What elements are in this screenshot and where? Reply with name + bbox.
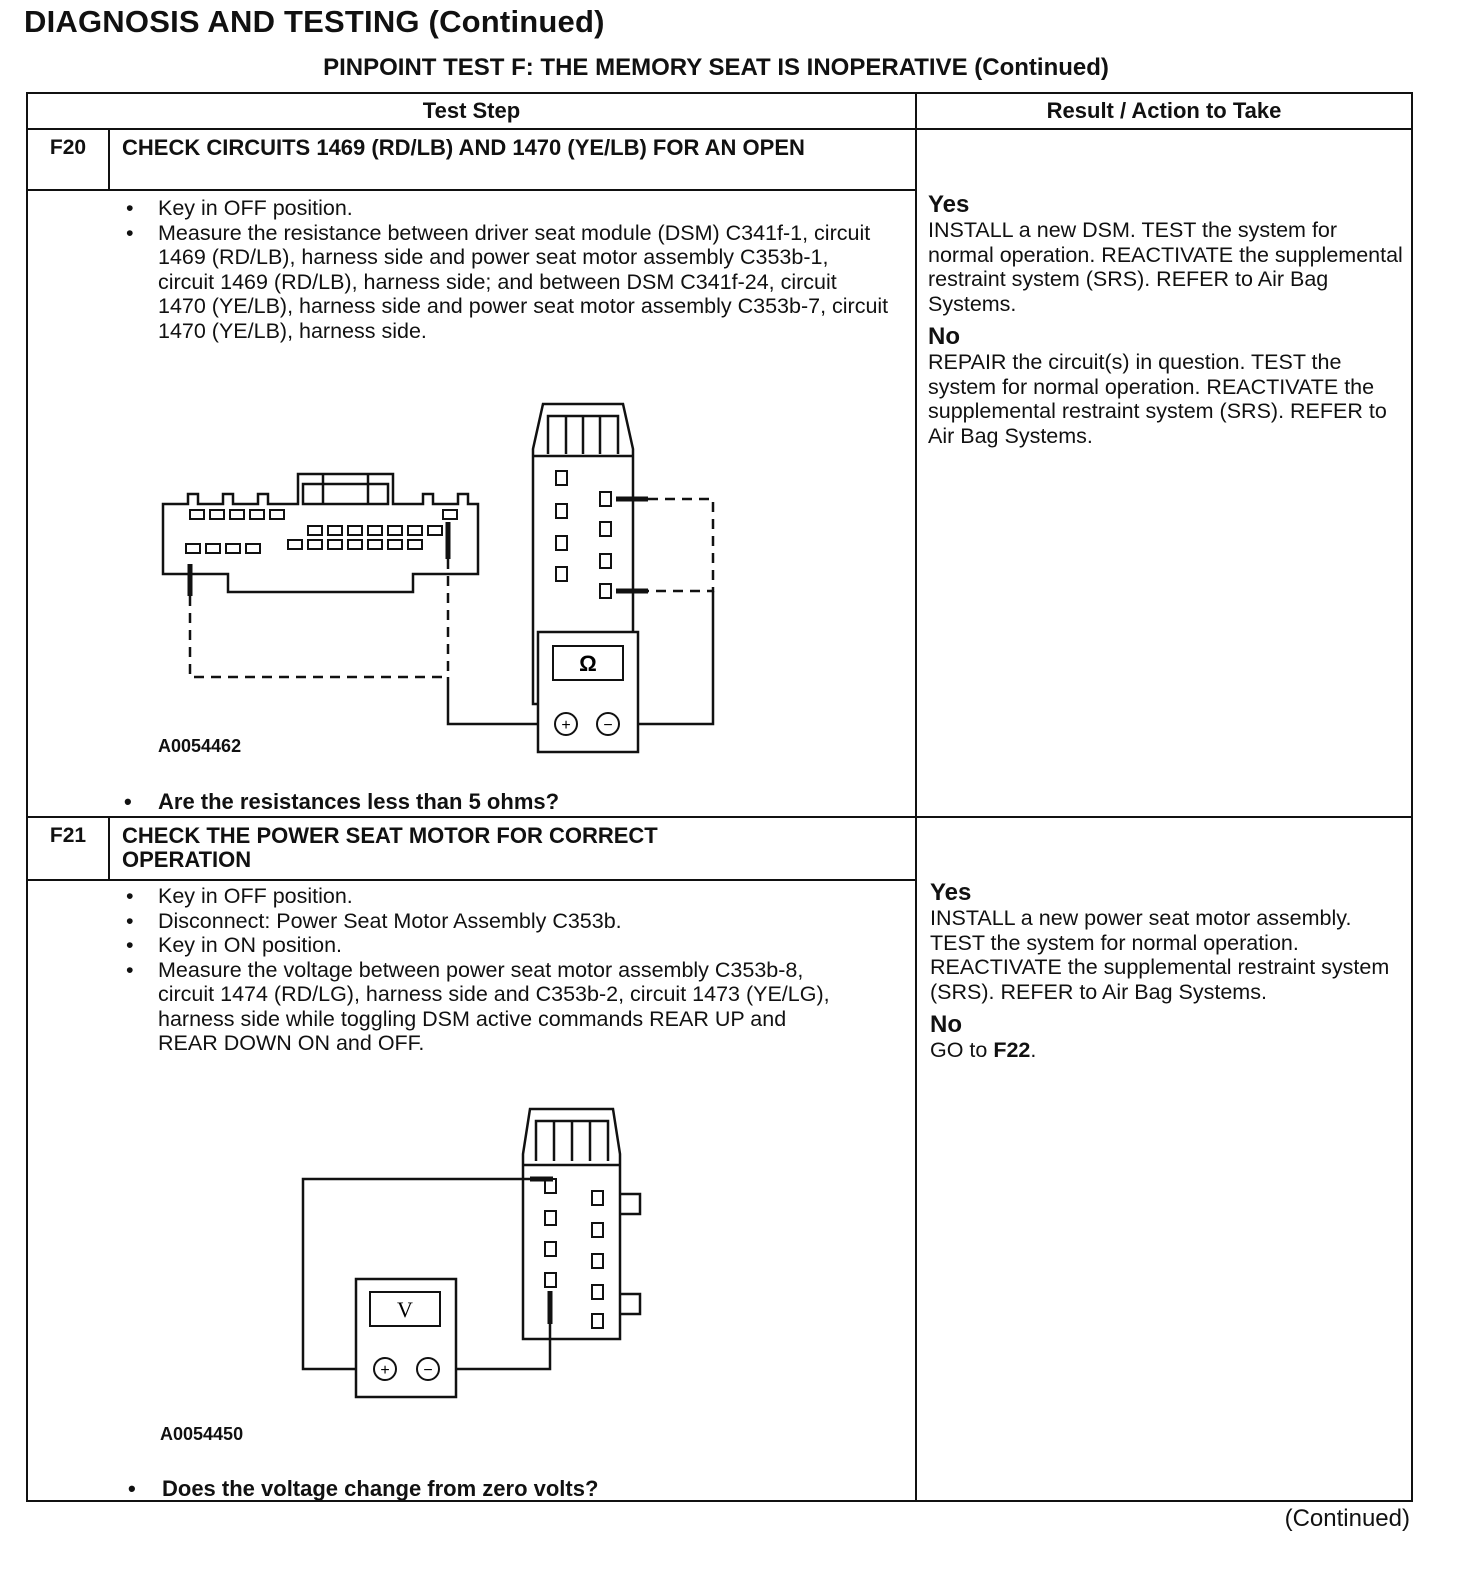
step-list-f20 bbox=[120, 196, 890, 343]
column-divider bbox=[915, 94, 917, 1500]
step-separator bbox=[28, 816, 1411, 818]
header-divider bbox=[28, 128, 1411, 130]
ohmmeter bbox=[538, 632, 638, 752]
result-f20 bbox=[928, 192, 1408, 456]
page-title: DIAGNOSIS AND TESTING (Continued) bbox=[24, 4, 605, 39]
voltage-test-diagram bbox=[268, 1099, 688, 1409]
no-action: REPAIR the circuit(s) in question. TEST the system for normal operation. REACTIVATE the supplemental restraint system (SRS). REFER to Air Bag Systems. bbox=[928, 350, 1387, 448]
motor-connector-c353b bbox=[523, 1109, 640, 1339]
step-title-f21: CHECK THE POWER SEAT MOTOR FOR CORRECT OPERATION bbox=[122, 823, 658, 872]
no-action-prefix: GO to bbox=[930, 1038, 994, 1062]
plus-terminal: + bbox=[561, 717, 571, 734]
dsm-latch bbox=[303, 484, 388, 504]
goto-step-link: F22 bbox=[993, 1038, 1031, 1062]
yes-label: Yes bbox=[930, 879, 972, 906]
dsm-connector-body bbox=[163, 474, 478, 592]
yes-label: Yes bbox=[928, 191, 970, 218]
dsm-terminal-cavities bbox=[186, 510, 457, 553]
voltmeter bbox=[356, 1279, 456, 1397]
list-item: • Key in OFF position. bbox=[120, 196, 890, 221]
probe-tips bbox=[530, 1179, 553, 1324]
minus-terminal: − bbox=[423, 1362, 433, 1379]
list-item: • Measure the resistance between driver seat module (DSM) C341f-1, circuit 1469 (RD/LB), harness side and power seat motor assembly C353b-1, circuit 1469 (RD/LB), harness side; and between DSM C341f-24, circuit 1470 (YE/LB), harness side and power seat motor assembly C353b-7, circuit 1470 (YE/LB), harness side. bbox=[120, 221, 890, 344]
step-id-f20: F20 bbox=[49, 136, 87, 159]
no-label: No bbox=[930, 1011, 962, 1038]
pinpoint-test-table bbox=[26, 92, 1413, 1502]
figure-id-f20: A0054462 bbox=[158, 736, 242, 756]
step-title-f20: CHECK CIRCUITS 1469 (RD/LB) AND 1470 (YE/LB) FOR AN OPEN bbox=[122, 135, 805, 160]
continued-note: (Continued) bbox=[1284, 1505, 1410, 1532]
yes-action: INSTALL a new power seat motor assembly. TEST the system for normal operation. REACTIVATE the supplemental restraint system (SRS). REFER to Air Bag Systems. bbox=[930, 906, 1390, 1004]
list-item: • Measure the voltage between power seat motor assembly C353b-8, circuit 1474 (RD/LG), harness side and C353b-2, circuit 1473 (YE/LG), harness side while toggling DSM active commands REAR UP and REAR DOWN ON and OFF. bbox=[120, 958, 840, 1056]
motor-terminal-cavities bbox=[556, 471, 611, 598]
no-label: No bbox=[928, 323, 960, 350]
no-action-suffix: . bbox=[1030, 1038, 1037, 1062]
step-title-divider bbox=[28, 189, 915, 191]
step-id-divider bbox=[108, 818, 110, 880]
step-title-divider bbox=[28, 879, 915, 881]
step-list-f21 bbox=[120, 884, 840, 1056]
list-item: • Disconnect: Power Seat Motor Assembly C353b. bbox=[120, 909, 840, 934]
step-id-divider bbox=[108, 130, 110, 190]
list-item: • Key in OFF position. bbox=[120, 884, 840, 909]
volt-symbol: V bbox=[397, 1297, 413, 1322]
question-f21: • Does the voltage change from zero volts? bbox=[124, 1476, 598, 1502]
ohm-symbol: Ω bbox=[579, 651, 597, 676]
list-item: • Key in ON position. bbox=[120, 933, 840, 958]
result-f21 bbox=[930, 880, 1410, 1071]
step-id-f21: F21 bbox=[49, 824, 87, 847]
page-subtitle: PINPOINT TEST F: THE MEMORY SEAT IS INOPERATIVE (Continued) bbox=[323, 54, 1109, 81]
header-result-action: Result / Action to Take bbox=[1046, 98, 1282, 123]
header-test-step: Test Step bbox=[422, 98, 521, 123]
resistance-test-diagram bbox=[148, 394, 768, 754]
plus-terminal: + bbox=[380, 1362, 390, 1379]
no-action bbox=[930, 1038, 1410, 1063]
minus-terminal: − bbox=[603, 717, 613, 734]
yes-action: INSTALL a new DSM. TEST the system for normal operation. REACTIVATE the supplemental restraint system (SRS). REFER to Air Bag Systems. bbox=[928, 218, 1403, 316]
figure-id-f21: A0054450 bbox=[160, 1424, 244, 1444]
question-f20: • Are the resistances less than 5 ohms? bbox=[120, 789, 559, 815]
motor-terminal-cavities bbox=[545, 1179, 603, 1328]
